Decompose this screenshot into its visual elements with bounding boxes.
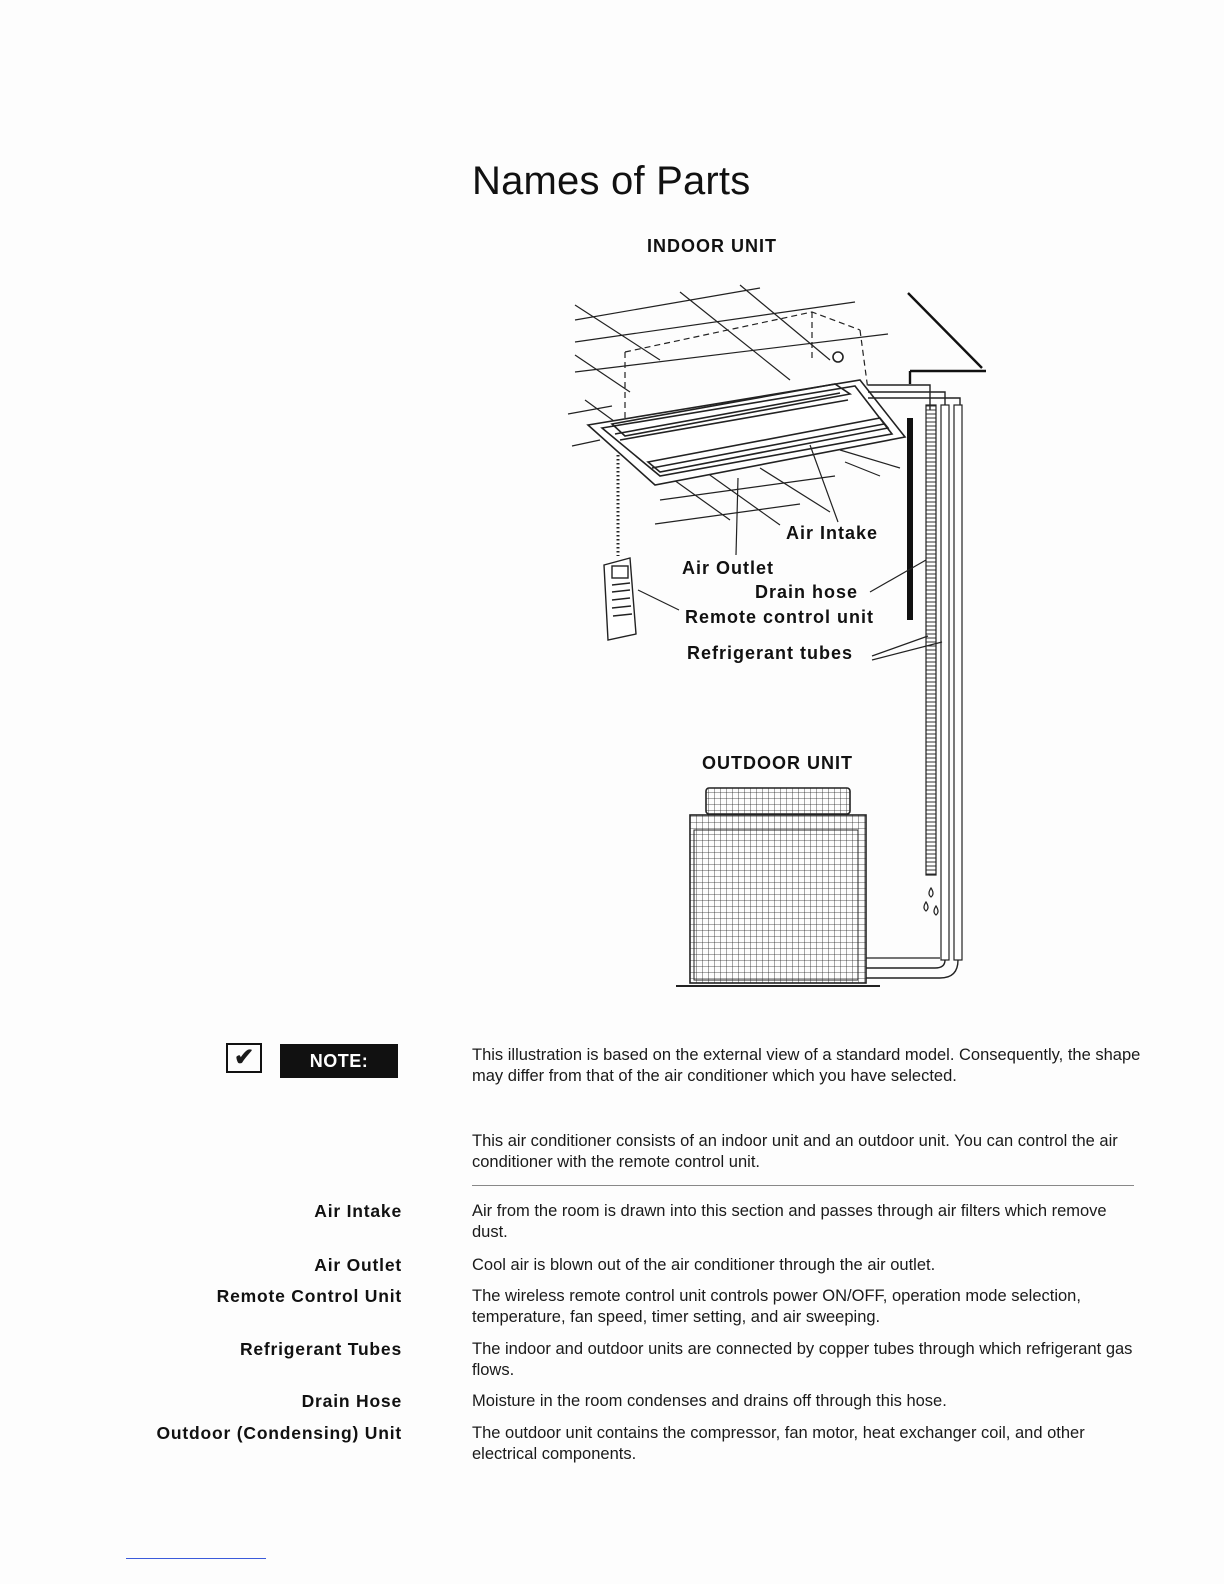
divider <box>472 1185 1134 1186</box>
remote-control-callout: Remote control unit <box>685 607 874 627</box>
check-icon: ✔ <box>226 1043 262 1073</box>
note-badge: NOTE: <box>280 1044 398 1078</box>
part-term: Remote Control Unit <box>216 1286 402 1306</box>
water-drops-icon <box>924 888 938 915</box>
part-term: Refrigerant Tubes <box>239 1339 402 1359</box>
indoor-panel <box>588 352 905 485</box>
note-paragraph: This illustration is based on the external view of a standard model. Consequently, the shape may differ from that of the air conditioner which you have selected. <box>472 1046 1141 1085</box>
part-description: Air from the room is drawn into this section and passes through air filters which remove dust. <box>472 1202 1107 1241</box>
part-description: The outdoor unit contains the compressor, fan motor, heat exchanger coil, and other electrical components. <box>472 1424 1085 1463</box>
indoor-unit-label: INDOOR UNIT <box>647 236 777 256</box>
part-term: Air Outlet <box>314 1255 402 1275</box>
air-outlet-callout: Air Outlet <box>682 558 775 578</box>
drain-hose-callout: Drain hose <box>755 582 859 602</box>
part-term: Outdoor (Condensing) Unit <box>156 1423 402 1443</box>
part-description: Moisture in the room condenses and drains off through this hose. <box>472 1392 947 1410</box>
page-title: Names of Parts <box>472 158 751 203</box>
part-description: Cool air is blown out of the air conditioner through the air outlet. <box>472 1256 936 1274</box>
refrigerant-tubes <box>866 405 962 978</box>
footer-line <box>126 1558 266 1559</box>
part-description: The wireless remote control unit controls power ON/OFF, operation mode selection, temperature, fan speed, timer setting, and air sweeping. <box>472 1287 1081 1326</box>
note-paragraph: This air conditioner consists of an indoor unit and an outdoor unit. You can control the air conditioner with the remote control unit. <box>472 1132 1118 1171</box>
part-term: Air Intake <box>314 1201 402 1221</box>
refrigerant-tubes-callout: Refrigerant tubes <box>687 643 854 663</box>
outdoor-unit-label: OUTDOOR UNIT <box>702 753 853 773</box>
remote-control-icon <box>604 558 636 640</box>
outdoor-unit <box>676 788 880 986</box>
part-term: Drain Hose <box>301 1391 402 1411</box>
air-intake-callout: Air Intake <box>786 523 879 543</box>
part-description: The indoor and outdoor units are connected by copper tubes through which refrigerant gas flows. <box>472 1340 1133 1379</box>
wall-corner <box>908 293 986 384</box>
